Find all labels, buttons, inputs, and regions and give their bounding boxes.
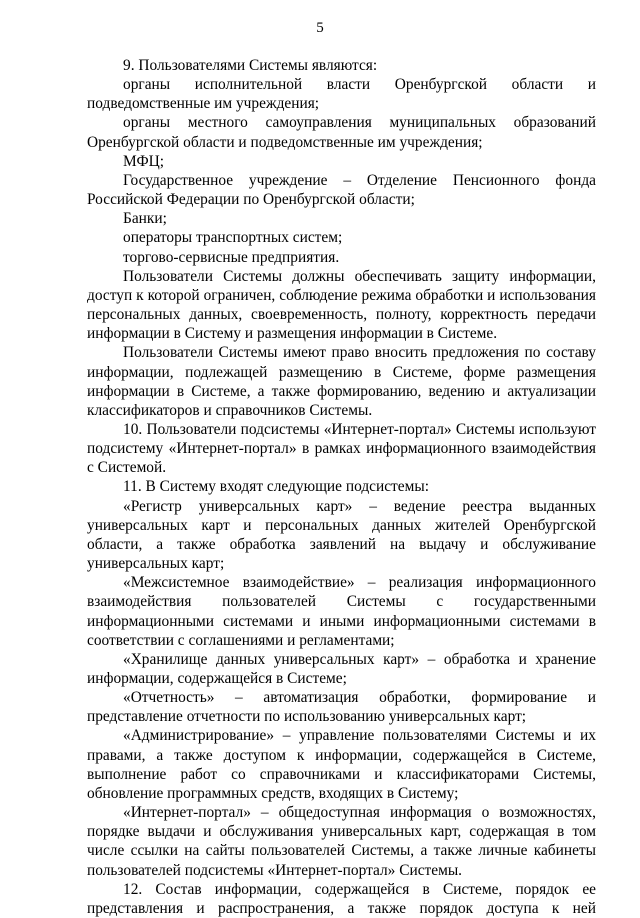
paragraph-subsystem-administration: «Администрирование» – управление пользователями Системы и их правами, а также доступом к информации, содержащейся в Системе, выполнение работ со справочниками и классификаторами Системы, обновление программных средств, входящих в Систему; [87,727,596,802]
paragraph-subsystem-interaction: «Межсистемное взаимодействие» – реализация информационного взаимодействия пользователей Системы с государственными информационными системами и иными информационными системами в соответствии с соглашениями и регламентами; [87,574,596,649]
paragraph-banks: Банки; [123,210,167,228]
paragraph-executive-bodies: органы исполнительной власти Оренбургской области и подведомственные им учреждения; [87,76,596,113]
page-number: 5 [316,20,324,36]
paragraph-users-obligations: Пользователи Системы должны обеспечивать защиту информации, доступ к которой ограничен, соблюдение режима обработки и использования персональных данных, своевременность, полноту, корректность передачи информации в Систему и размещения информации в Системе. [87,267,596,343]
paragraph-subsystem-storage: «Хранилище данных универсальных карт» – обработка и хранение информации, содержащейся в Системе; [87,650,596,687]
paragraph-transport-operators: операторы транспортных систем; [123,229,343,247]
paragraph-information-composition: 12. Состав информации, содержащейся в Системе, порядок ее представления и распространения, а также порядок доступа к ней [87,880,596,917]
paragraph-local-government: органы местного самоуправления муниципальных образований Оренбургской области и подведомственные им учреждения; [87,114,596,151]
paragraph-trade-enterprises: торгово-сервисные предприятия. [123,248,340,266]
paragraph-subsystems-heading: 11. В Систему входят следующие подсистемы: [123,478,429,496]
paragraph-subsystem-reporting: «Отчетность» – автоматизация обработки, формирование и представление отчетности по использованию универсальных карт; [87,689,596,726]
paragraph-users-heading: 9. Пользователями Системы являются: [123,57,378,74]
paragraph-mfc: МФЦ; [123,152,165,170]
paragraph-subsystem-portal: «Интернет-портал» – общедоступная информация о возможностях, порядке выдачи и обслуживания универсальных карт, содержащая в том числе ссылки на сайты пользователей Системы, а также личные кабинеты пользователей подсистемы «Интернет-портал» Системы. [87,804,596,879]
document-body [87,56,596,918]
paragraph-users-rights: Пользователи Системы имеют право вносить предложения по составу информации, подлежащей размещению в Системе, форме размещения информации в Системе, а также формированию, ведению и актуализации классификаторов и справочников Системы. [87,344,596,419]
paragraph-subsystem-register: «Регистр универсальных карт» – ведение реестра выданных универсальных карт и персональных данных жителей Оренбургской области, а также обработка заявлений на выдачу и обслуживание универсальных карт; [87,497,596,573]
paragraph-pension-fund: Государственное учреждение – Отделение Пенсионного фонда Российской Федерации по Оренбургской области; [87,171,596,209]
paragraph-internet-portal-users: 10. Пользователи подсистемы «Интернет-портал» Системы используют подсистему «Интернет-портал» в рамках информационного взаимодействия с Системой. [87,420,596,477]
